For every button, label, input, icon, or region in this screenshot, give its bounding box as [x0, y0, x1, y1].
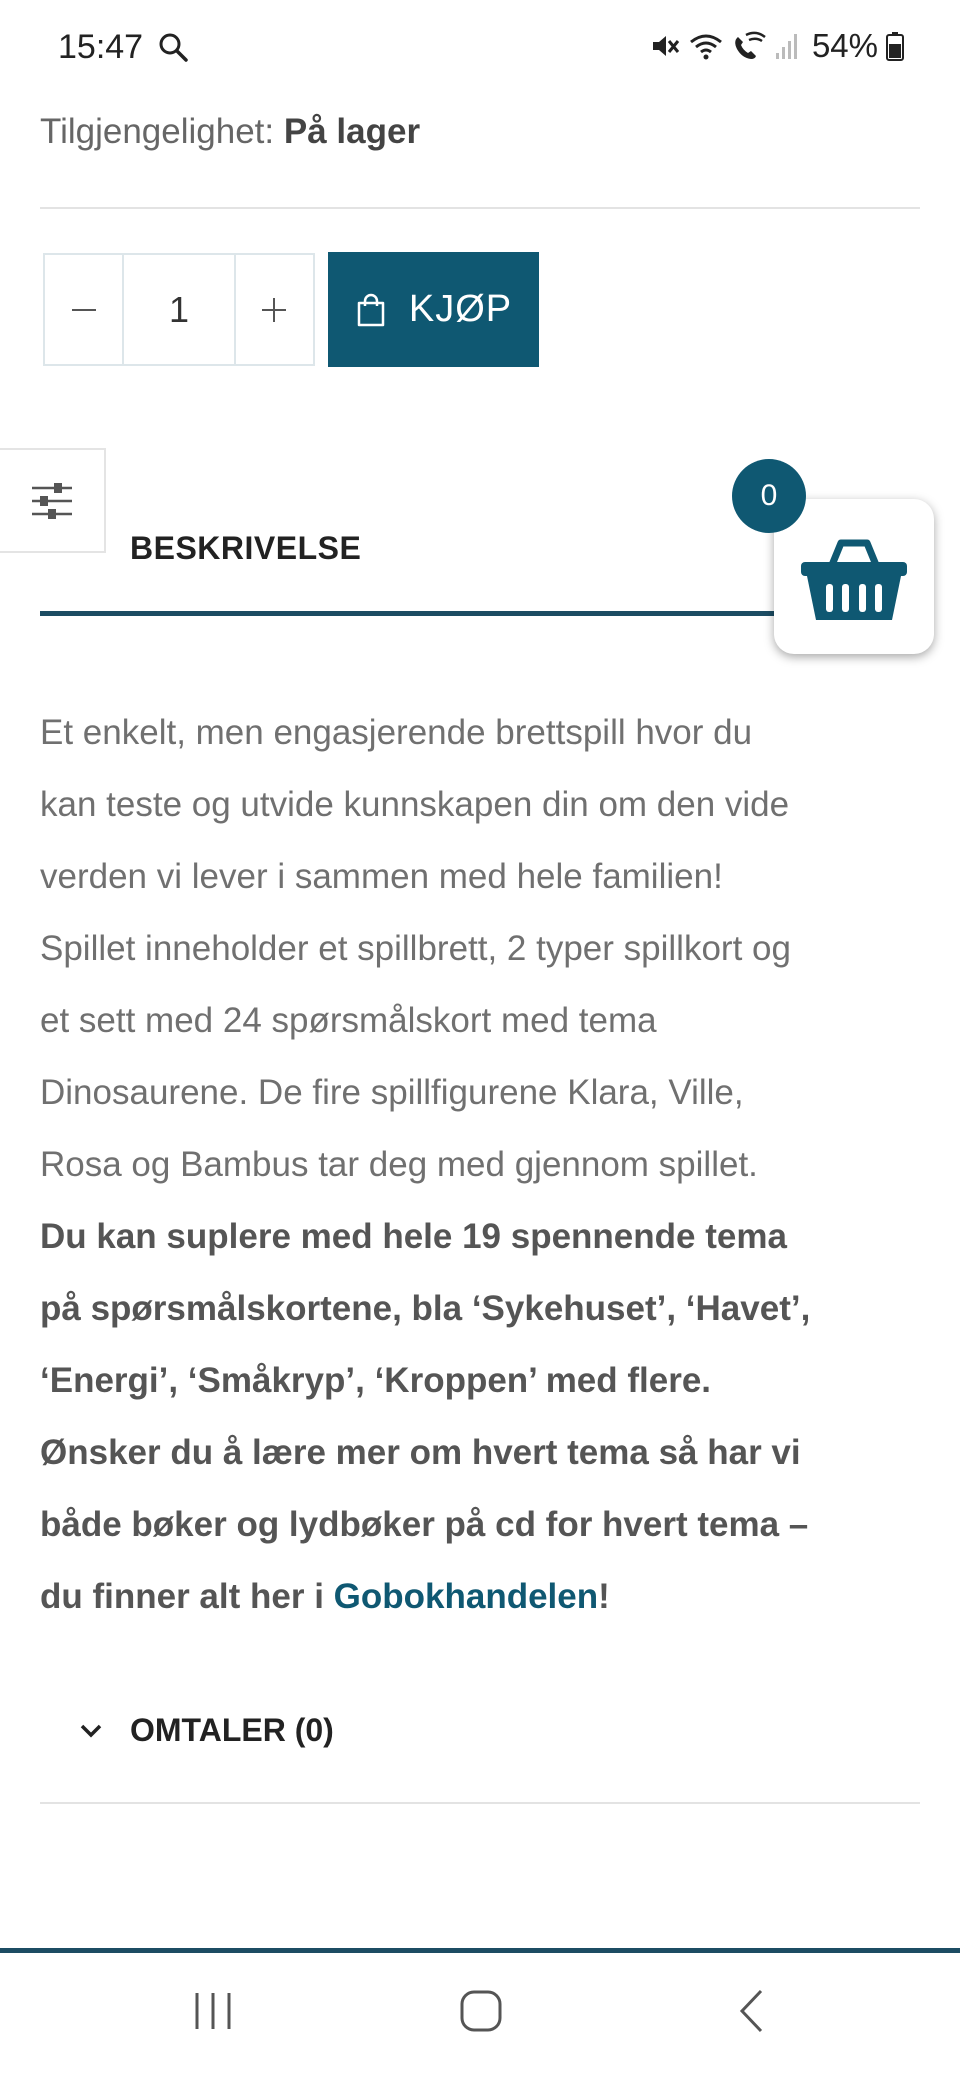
- shopping-bag-icon: [355, 292, 387, 328]
- mute-icon: [650, 31, 680, 61]
- back-button[interactable]: [711, 1981, 791, 2041]
- buy-button[interactable]: [328, 252, 539, 367]
- description-line: kan teste og utvide kunnskapen din om den vide: [40, 785, 790, 824]
- quantity-stepper: [43, 253, 315, 366]
- availability: [40, 112, 420, 152]
- home-button[interactable]: [441, 1981, 521, 2041]
- availability-value: På lager: [283, 112, 421, 151]
- description-last-line: [40, 1561, 920, 1633]
- availability-label: Tilgjengelighet:: [40, 112, 275, 151]
- quantity-input[interactable]: 1: [122, 255, 235, 364]
- divider: [40, 207, 920, 209]
- buy-label: KJØP: [408, 288, 513, 330]
- search-icon: [158, 32, 188, 62]
- recent-apps-icon: [191, 1989, 235, 2033]
- description-bold-line: ‘Energi’, ‘Småkryp’, ‘Kroppen’ med flere.: [40, 1361, 712, 1400]
- description-line: Et enkelt, men engasjerende brettspill hvor du: [40, 713, 753, 752]
- wifi-icon: [688, 31, 724, 61]
- gobokhandelen-link[interactable]: Gobokhandelen: [333, 1577, 599, 1616]
- reviews-label: OMTALER (0): [130, 1712, 334, 1748]
- status-time: 15:47: [58, 28, 144, 66]
- last-line-suffix: !: [598, 1577, 610, 1616]
- cart-count-badge: 0: [732, 459, 806, 533]
- battery-icon: [886, 31, 904, 61]
- plus-icon: [260, 296, 288, 324]
- description-bold-line: Du kan suplere med hele 19 spennende tema: [40, 1217, 787, 1256]
- recent-apps-button[interactable]: [173, 1981, 253, 2041]
- description-bold-line: både bøker og lydbøker på cd for hvert tema –: [40, 1505, 809, 1544]
- description-line: et sett med 24 spørsmålskort med tema: [40, 1001, 657, 1040]
- system-nav-bar: [0, 1953, 960, 2080]
- last-line-prefix: du finner alt her i: [40, 1577, 334, 1616]
- description-bold-line: på spørsmålskortene, bla ‘Sykehuset’, ‘Havet’,: [40, 1289, 811, 1328]
- reviews-toggle[interactable]: [80, 1712, 334, 1749]
- filter-button[interactable]: [0, 448, 106, 553]
- basket-icon: [799, 531, 909, 623]
- minus-icon: [70, 296, 98, 324]
- description-line: Dinosaurene. De fire spillfigurene Klara, Ville,: [40, 1073, 744, 1112]
- description-bold-line: Ønsker du å lære mer om hvert tema så har vi: [40, 1433, 801, 1472]
- back-icon: [736, 1988, 766, 2034]
- status-icons: [650, 26, 904, 66]
- home-icon: [459, 1989, 503, 2033]
- increase-button[interactable]: [236, 255, 313, 364]
- divider: [40, 1802, 920, 1804]
- signal-icon: [774, 31, 800, 61]
- description-line: verden vi lever i sammen med hele familien!: [40, 857, 723, 896]
- status-bar: [0, 0, 960, 95]
- description-line: Rosa og Bambus tar deg med gjennom spillet.: [40, 1145, 758, 1184]
- description-line: Spillet inneholder et spillbrett, 2 typer spillkort og: [40, 929, 791, 968]
- tab-description[interactable]: BESKRIVELSE: [130, 530, 362, 566]
- cart-button[interactable]: [774, 499, 934, 654]
- product-description: [40, 697, 920, 1633]
- decrease-button[interactable]: [45, 255, 122, 364]
- battery-percent: 54%: [811, 27, 878, 64]
- wifi-call-icon: [732, 31, 766, 61]
- chevron-down-icon: [80, 1724, 102, 1738]
- sliders-icon: [30, 481, 74, 521]
